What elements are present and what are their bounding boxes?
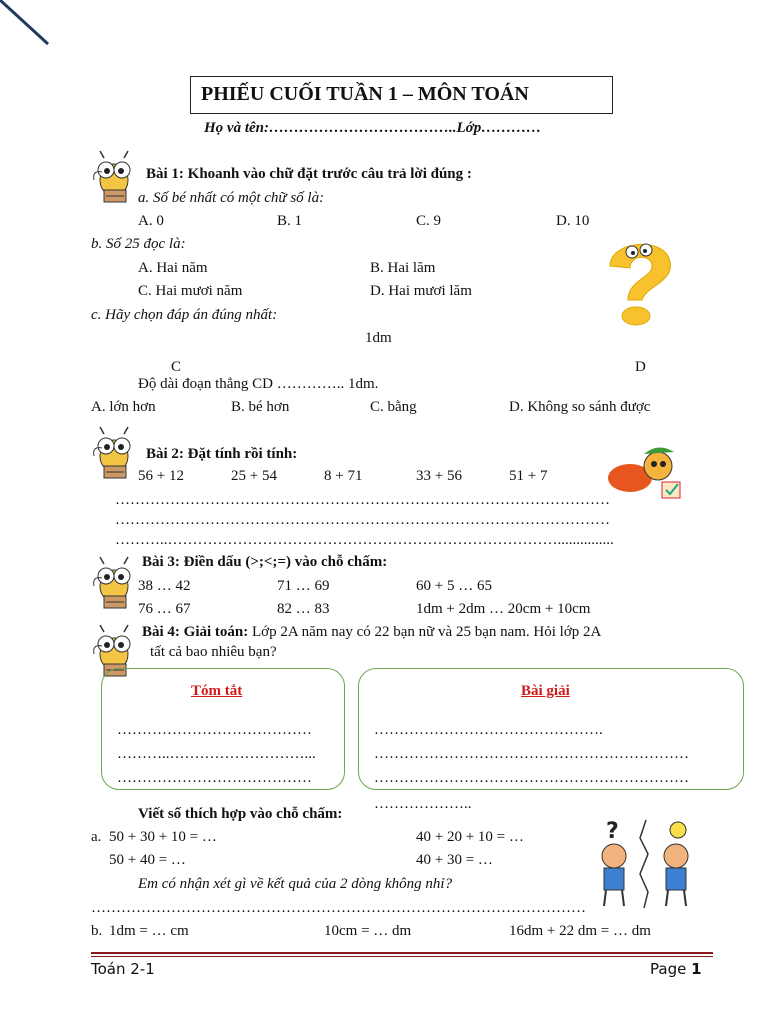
bai2-item: 8 + 71 [324,468,363,484]
bai2-line: ……………………………………………………………………………………… [115,512,610,528]
bee-icon [92,556,138,614]
summary-line: ………………………………… [117,722,312,738]
bai5-expr: 50 + 30 + 10 = … [109,829,217,845]
bai4-problem [142,624,601,641]
bai1-qb-option: C. Hai mươi năm [138,283,243,299]
bai2-item: 33 + 56 [416,468,462,484]
bee-icon [92,150,138,208]
footer-page [650,960,702,978]
bai1-qc-option: D. Không so sánh được [509,399,651,415]
name-class-line: Họ và tên:………………………………..Lớp………… [204,120,542,136]
solution-line: ………………………………………. [374,722,603,738]
bai3-item: 60 + 5 … 65 [416,578,492,594]
bai5-title: Viết số thích hợp vào chỗ chấm: [138,806,343,822]
solution-line: ……………………………………………………… [374,746,689,762]
svg-text:?: ? [606,819,619,844]
bai5-expr: 40 + 30 = … [416,852,493,868]
bai5-expr: 50 + 40 = … [109,852,186,868]
bai1-qa: a. Số bé nhất có một chữ số là: [138,190,325,206]
bai2-line: ……………………………………………………………………………………… [115,492,610,508]
segment-label: 1dm [365,330,392,346]
point-d-label: D [635,359,646,375]
corner-decoration [0,0,60,60]
bai5-expr: 1dm = … cm [109,923,189,939]
bai3-item: 71 … 69 [277,578,330,594]
footer-rule [91,956,713,957]
solution-title: Bài giải [521,683,570,699]
bai4-problem-line2: tất cả bao nhiêu bạn? [150,644,277,660]
bai1-qb-option: A. Hai năm [138,260,208,276]
bai1-qb: b. Số 25 đọc là: [91,236,186,252]
bai5-expr: 10cm = … dm [324,923,412,939]
bai3-title: Bài 3: Điền dấu (>;<;=) vào chỗ chấm: [142,554,388,570]
solution-line: ……………….. [374,796,472,812]
point-c-label: C [171,359,182,375]
bai3-item: 82 … 83 [277,601,330,617]
bai5-b-label: b. [91,923,103,939]
bai1-qb-option: D. Hai mươi lăm [370,283,472,299]
thinking-kids-icon [596,816,700,910]
bai2-item: 56 + 12 [138,468,184,484]
solution-line: ……………………………………………………… [374,770,689,786]
bai1-qc-option: B. bé hơn [231,399,290,415]
bai4-title: Bài 4: Giải toán: [142,624,249,640]
bai4-problem-line1: Lớp 2A năm nay có 22 bạn nữ và 25 bạn nam. Hỏi lớp 2A [252,624,602,640]
summary-title: Tóm tắt [191,683,243,699]
bai1-qc: c. Hãy chọn đáp án đúng nhất: [91,307,278,323]
summary-line: ………………………………… [117,770,312,786]
bai5-question: Em có nhận xét gì về kết quả của 2 dòng không nhỉ? [138,876,453,892]
question-mark-icon [596,236,682,330]
bai1-qa-option: B. 1 [277,213,303,229]
bai3-item: 1dm + 2dm … 20cm + 10cm [416,601,591,617]
bai1-title: Bài 1: Khoanh vào chữ đặt trước câu trả lời đúng : [146,166,472,182]
page-label: Page [650,960,687,978]
bai3-item: 76 … 67 [138,601,191,617]
bai1-qa-option: C. 9 [416,213,442,229]
title-box [190,76,613,114]
bai5-answer-line: ……………………………………………………………………………………… [91,900,586,916]
page-title: PHIẾU CUỐI TUẦN 1 – MÔN TOÁN [201,83,529,105]
bai5-expr: 40 + 20 + 10 = … [416,829,524,845]
bai1-qa-option: A. 0 [138,213,164,229]
bai3-item: 38 … 42 [138,578,191,594]
footer-left: Toán 2-1 [91,960,155,978]
bai2-item: 51 + 7 [509,468,548,484]
bai2-title: Bài 2: Đặt tính rồi tính: [146,446,298,462]
page-number: 1 [691,960,702,978]
footer-rule [91,952,713,954]
bai2-line: ………..……………………………………………………………………............... [115,532,614,548]
bai5-a-label: a. [91,829,102,845]
bai1-qc-option: C. bằng [370,399,417,415]
bai2-item: 25 + 54 [231,468,277,484]
ant-cartoon-icon [600,438,686,502]
bai1-qc-statement: Độ dài đoạn thẳng CD ………….. 1dm. [138,376,379,392]
bai5-expr: 16dm + 22 dm = … dm [509,923,651,939]
bee-icon [92,426,138,484]
bai1-qb-option: B. Hai lăm [370,260,436,276]
bai1-qa-option: D. 10 [556,213,590,229]
bai1-qc-option: A. lớn hơn [91,399,156,415]
summary-line: ………..………………………... [117,746,316,762]
